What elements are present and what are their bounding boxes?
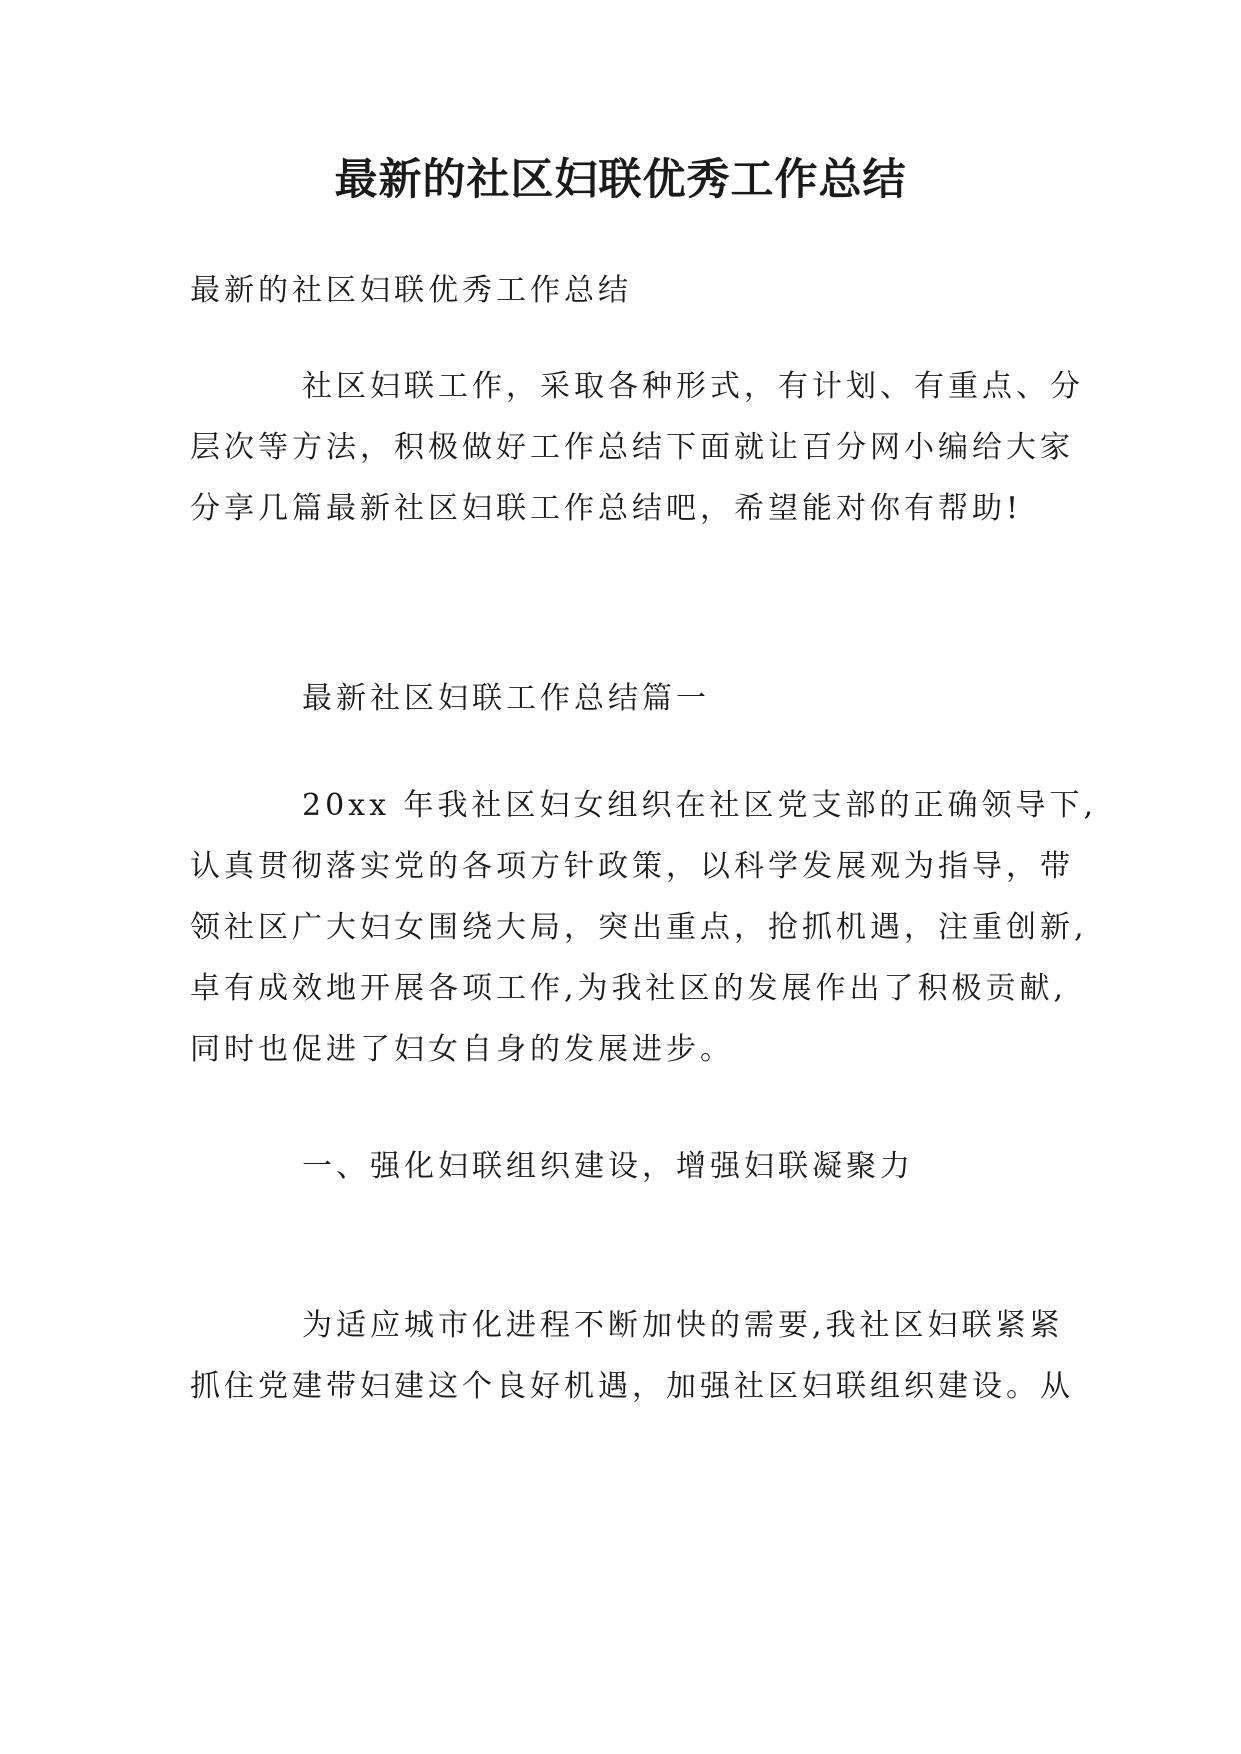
document-title: 最新的社区妇联优秀工作总结	[334, 155, 907, 205]
body-line: 卓有成效地开展各项工作,为我社区的发展作出了积极贡献,	[190, 971, 1068, 1006]
body-line: 领社区广大妇女围绕大局，突出重点，抢抓机遇，注重创新,	[190, 910, 1088, 945]
section-heading: 最新社区妇联工作总结篇一	[302, 681, 710, 716]
document-subtitle: 最新的社区妇联优秀工作总结	[190, 273, 632, 308]
intro-line: 层次等方法，积极做好工作总结下面就让百分网小编给大家	[190, 430, 1074, 465]
body-line: 20xx 年我社区妇女组织在社区党支部的正确领导下,	[302, 788, 1098, 823]
intro-paragraph	[190, 356, 1084, 539]
body-paragraph	[190, 775, 1098, 1080]
point-paragraph	[190, 1295, 1074, 1417]
point-line: 为适应城市化进程不断加快的需要,我社区妇联紧紧	[302, 1308, 1064, 1343]
point-line: 抓住党建带妇建这个良好机遇，加强社区妇联组织建设。从	[190, 1369, 1074, 1404]
intro-line: 分享几篇最新社区妇联工作总结吧，希望能对你有帮助!	[190, 491, 1023, 526]
body-line: 认真贯彻落实党的各项方针政策，以科学发展观为指导，带	[190, 849, 1074, 884]
point-heading: 一、强化妇联组织建设，增强妇联凝聚力	[302, 1149, 914, 1184]
intro-line: 社区妇联工作，采取各种形式，有计划、有重点、分	[302, 369, 1084, 404]
body-line: 同时也促进了妇女自身的发展进步。	[190, 1032, 734, 1067]
